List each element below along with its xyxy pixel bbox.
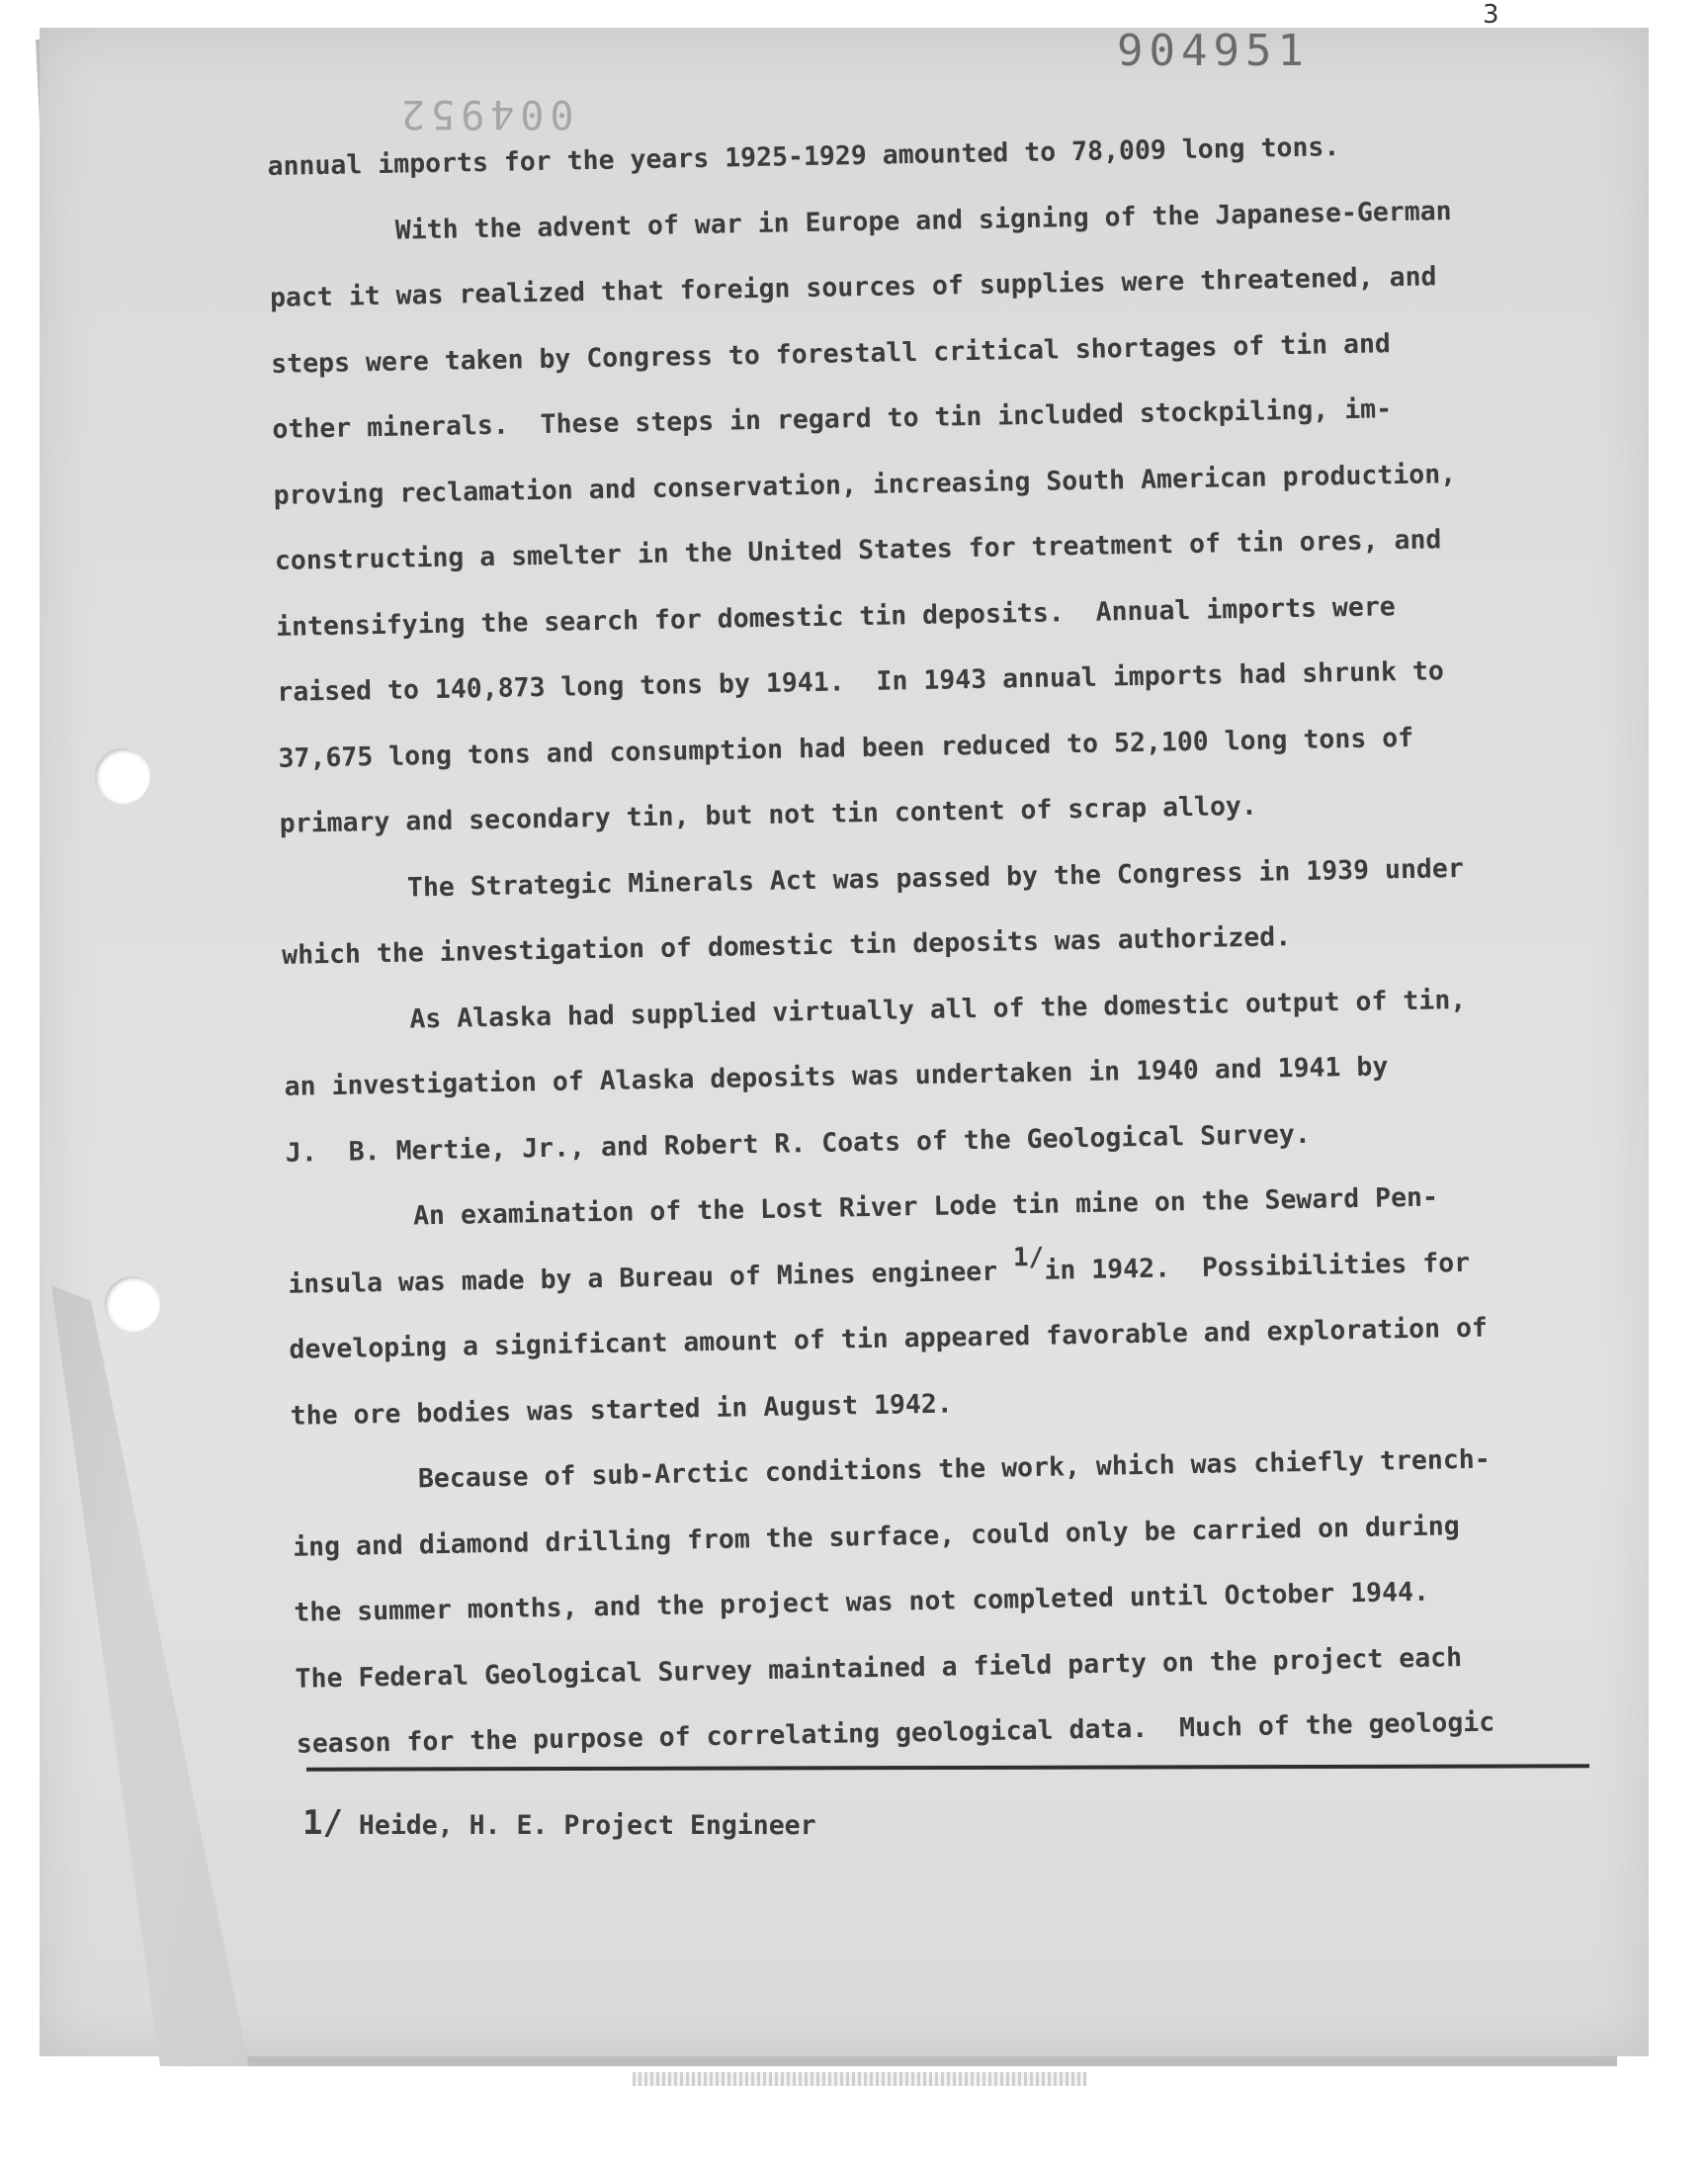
- text-line: The Federal Geological Survey maintained a field party on the project each: [295, 1641, 1463, 1695]
- text-line: season for the purpose of correlating geological data. Much of the geologic: [296, 1706, 1495, 1760]
- text-line: As Alaska had supplied virtually all of the domestic output of tin,: [409, 984, 1467, 1035]
- text-line: the summer months, and the project was not completed until October 1944.: [294, 1576, 1430, 1628]
- text-line: other minerals. These steps in regard to tin included stockpiling, im-: [272, 393, 1393, 445]
- text-line: J. B. Mertie, Jr., and Robert R. Coats of the Geological Survey.: [285, 1118, 1312, 1169]
- text-line: With the advent of war in Europe and signing of the Japanese-German: [394, 195, 1452, 246]
- bleed-through-stamp-number: 004952: [395, 91, 574, 136]
- text-line: raised to 140,873 long tons by 1941. In 1943 annual imports had shrunk to: [277, 655, 1445, 708]
- text-line: the ore bodies was started in August 1942.: [290, 1388, 954, 1432]
- text-line: steps were taken by Congress to forestall critical shortages of tin and: [270, 327, 1392, 380]
- text-line: pact it was realized that foreign sources of supplies were threatened, and: [269, 261, 1437, 313]
- text-line: An examination of the Lost River Lode tin mine on the Seward Pen-: [412, 1181, 1439, 1232]
- document-stamp-number: 904951: [1117, 26, 1310, 76]
- scan-bottom-margin: [0, 2072, 1708, 2175]
- text-line: constructing a smelter in the United States for treatment of tin ores, and: [274, 524, 1442, 576]
- text-line: annual imports for the years 1925-1929 amounted to 78,009 long tons.: [267, 131, 1340, 182]
- footnote: [302, 1803, 816, 1843]
- text-line: The Strategic Minerals Act was passed by the Congress in 1939 under: [406, 852, 1465, 904]
- scan-artifact-streak: [633, 2072, 1087, 2086]
- page-number: 3: [1483, 0, 1499, 30]
- text-line-part: insula was made by a Bureau of Mines engineer: [288, 1255, 1014, 1300]
- text-line: ing and diamond drilling from the surface, could only be carried on during: [292, 1510, 1460, 1563]
- punch-hole-upper: [95, 748, 150, 804]
- text-line: 37,675 long tons and consumption had been reduced to 52,100 long tons of: [278, 722, 1414, 774]
- footnote-mark: 1/: [302, 1803, 343, 1843]
- text-line: primary and secondary tin, but not tin content of scrap alloy.: [279, 790, 1258, 839]
- text-line: an investigation of Alaska deposits was undertaken in 1940 and 1941 by: [284, 1051, 1389, 1102]
- text-line: which the investigation of domestic tin deposits was authorized.: [281, 921, 1292, 971]
- footnote-reference: 1/: [1012, 1242, 1045, 1272]
- text-line: Because of sub-Arctic conditions the work, which was chiefly trench-: [417, 1443, 1491, 1495]
- body-text: [267, 111, 1601, 1778]
- text-line: intensifying the search for domestic tin deposits. Annual imports were: [275, 590, 1396, 643]
- text-line: proving reclamation and conservation, increasing South American production,: [273, 458, 1457, 511]
- punch-hole-lower: [105, 1276, 160, 1332]
- footnote-text: Heide, H. E. Project Engineer: [342, 1810, 816, 1841]
- text-line-part: in 1942. Possibilities for: [1044, 1247, 1471, 1286]
- text-line: developing a significant amount of tin appeared favorable and exploration of: [289, 1312, 1489, 1365]
